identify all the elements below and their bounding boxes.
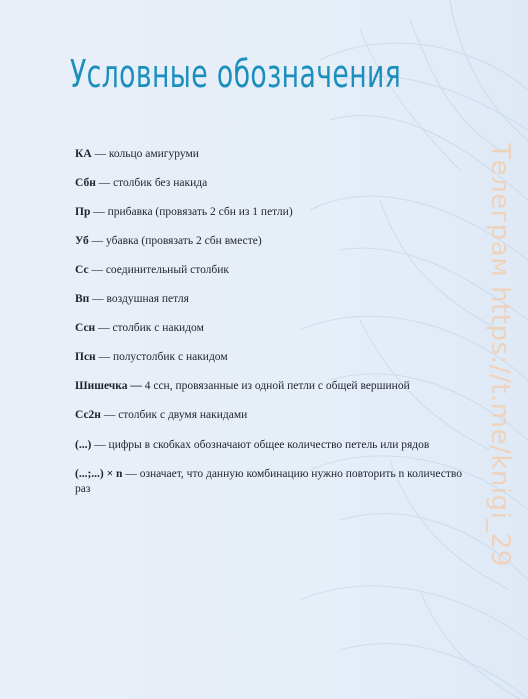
legend-term: Вп <box>75 293 90 305</box>
legend-term: (...;...) × n <box>75 468 123 480</box>
legend-description: — столбик с накидом <box>95 322 204 334</box>
legend-term: (...) <box>75 439 92 451</box>
legend-description: — столбик с двумя накидами <box>100 409 248 421</box>
legend-item <box>75 292 470 307</box>
legend-term: Сс2н <box>75 409 101 421</box>
legend-term: Пр <box>75 206 91 218</box>
legend-description: — кольцо амигуруми <box>91 148 199 160</box>
watermark-text: Телеграм https://t.me/knigi_29 <box>485 143 515 567</box>
legend-term: Сбн <box>75 177 96 189</box>
legend-term: Уб <box>75 235 89 247</box>
legend-term: Сс <box>75 264 89 276</box>
legend-description: — убавка (провязать 2 сбн вместе) <box>88 235 262 247</box>
legend-item <box>75 379 470 394</box>
legend-item <box>75 147 470 162</box>
legend-item <box>75 234 470 249</box>
page-title: Условные обозначения <box>70 52 402 96</box>
legend-description: — означает, что данную комбинацию нужно повторить n количество раз <box>75 468 463 495</box>
legend-description: — прибавка (провязать 2 сбн из 1 петли) <box>90 206 293 218</box>
legend-item <box>75 350 470 365</box>
legend-term: Псн <box>75 351 96 363</box>
legend-term: КА <box>75 148 92 160</box>
legend-item <box>75 408 470 423</box>
legend-description: — воздушная петля <box>89 293 189 305</box>
legend-item <box>75 467 470 497</box>
legend-item <box>75 205 470 220</box>
legend-description: 4 ссн, провязанные из одной петли с общей вершиной <box>141 380 410 392</box>
watermark <box>480 50 520 660</box>
legend-item <box>75 263 470 278</box>
legend-item <box>75 438 470 453</box>
legend-item <box>75 176 470 191</box>
legend-description: — соединительный столбик <box>88 264 230 276</box>
legend-description: — столбик без накида <box>95 177 208 189</box>
legend-description: — полустолбик с накидом <box>95 351 228 363</box>
legend-item <box>75 321 470 336</box>
legend-description: — цифры в скобках обозначают общее количество петель или рядов <box>91 439 430 451</box>
legend-term: Шишечка — <box>75 380 142 392</box>
legend-term: Ссн <box>75 322 96 334</box>
